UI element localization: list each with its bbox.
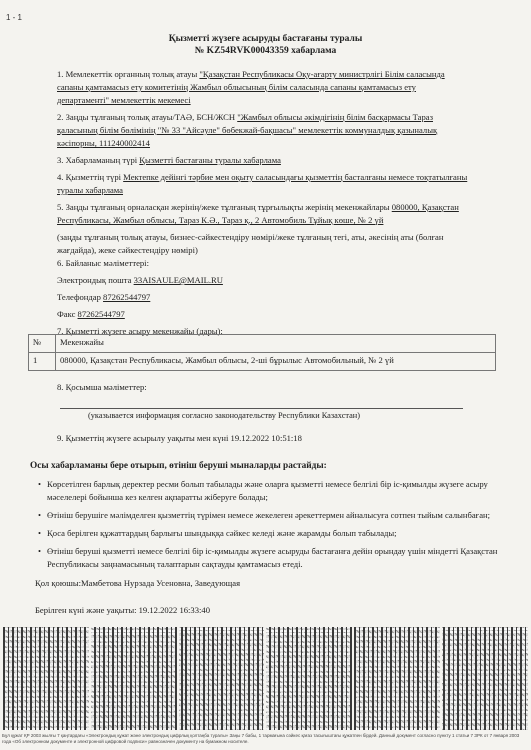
section-5-label: 5. Заңды тұлғаның орналасқан жерінің/жеке тұлғаның тұрғылықты жерінің мекенжайлары <box>57 202 392 212</box>
phone-value: 87262544797 <box>103 292 151 302</box>
table-cell: 080000, Қазақстан Республикасы, Жамбыл облысы, 2-ші бұрылыс Автомобильный, № 2 үй <box>56 353 496 371</box>
fax-value: 87262544797 <box>77 309 125 319</box>
notification-type: Қызметті бастағаны туралы хабарлама <box>139 155 281 165</box>
section-4-label: 4. Қызметтің түрі <box>57 172 124 182</box>
table-cell: 1 <box>29 353 56 371</box>
list-item: • Өтініш беруші қызметті немесе белгілі бір іс-қимылды жүзеге асыруды бастағанға дейін орындау үшін міндетті Қазақстан Республикасы заңнамасының талаптарын сақтауды қамтамасыз етеді. <box>47 545 500 571</box>
section-7-label: 7. Қызметті жүзеге асыру мекенжайы (дары): <box>57 326 223 336</box>
email-label: Электрондық пошта <box>57 275 134 285</box>
section-8-label: 8. Қосымша мәліметтер: <box>57 382 147 392</box>
table-row <box>29 353 496 371</box>
entity-name: "Жамбыл облысы әкімдігінің білім басқармасы Тараз қаласының білім бөлімінің "№ 33 "Айсәуле" бөбекжай-бақшасы" мемлекеттік коммуналдық қазыналық кәсіпорны, 111240002414 <box>57 112 438 148</box>
table-header-cell: № <box>29 335 56 353</box>
section-5 <box>57 201 469 227</box>
section-5-note: (заңды тұлғаның толық атауы, бизнес-сәйкестендіру нөмірі/жеке тұлғаның тегі, аты, әкесінің аты (болған жағдайда), жеке сәйкестендіру нөмірі) <box>57 232 444 255</box>
qr-code-icon <box>3 627 89 730</box>
section-3-label: 3. Хабарламаның түрі <box>57 155 140 165</box>
section-2-label: 2. Заңды тұлғаның толық атауы/ТАӘ, БСН/ЖСН <box>57 112 238 122</box>
fax-row <box>57 308 469 321</box>
section-8-caption: (указывается информация согласно законодательству Республики Казахстан) <box>88 411 361 420</box>
issued-datetime: Берілген күні және уақыты: 19.12.2022 16:33:40 <box>35 605 211 615</box>
section-4 <box>57 171 469 197</box>
list-item: • Қоса берілген құжаттардың барлығы шындыққа сәйкес келеді және жарамды болып табылады; <box>47 527 500 540</box>
list-item: • Өтініш берушіге мәлімделген қызметтің түрімен немесе жекелеген әрекеттермен айналысуға сотпен тыйым салынбаған; <box>47 509 500 522</box>
entity-address: 080000, Қазақстан Республикасы, Жамбыл облысы, Тараз К.Ә., Тараз қ., 2 Автомобиль Тұйық көше, № 2 үй <box>57 202 459 225</box>
qr-code-icon <box>179 627 265 730</box>
phone-label: Телефондар <box>57 292 104 302</box>
email-row <box>57 274 469 287</box>
section-3 <box>57 154 469 167</box>
page-number: 1 - 1 <box>6 13 23 22</box>
confirmation-block <box>30 460 500 576</box>
confirmation-heading: Осы хабарламаны бере отырып, өтініш беруші мыналарды растайды: <box>30 461 327 471</box>
signer-line: Қол қоюшы:Мамбетова Нурзада Усеновна, Заведующая <box>35 578 241 588</box>
table-header-row <box>29 335 496 353</box>
section-1-label: 1. Мемлекеттік органның толық атауы <box>57 69 200 79</box>
section-2 <box>57 111 469 150</box>
qr-code-icon <box>442 627 528 730</box>
document-number: № KZ54RVK00043359 хабарлама <box>194 46 337 56</box>
document-title: Қызметті жүзеге асыруды бастағаны туралы <box>168 34 363 44</box>
qr-code-icon <box>354 627 440 730</box>
qr-code-icon <box>266 627 352 730</box>
authority-name: "Қазақстан Республикасы Оқу-ағарту министрлігі Білім саласында сапаны қамтамасыз ету комитетінің Жамбыл облысының білім саласында сапаны қамтамасыз ету департаменті" мемлекеттік мекемесі <box>57 69 445 105</box>
confirmation-list <box>30 478 500 571</box>
address-table <box>28 334 496 371</box>
list-item: • Көрсетілген барлық деректер ресми болып табылады және оларға қызметті немесе белгілі бір іс-қимылды жүзеге асыру мәселелері бойынша кез келген ақпаратты жіберуге болады; <box>47 478 500 504</box>
phone-row <box>57 291 469 304</box>
legal-footer: Бұл құжат ҚР 2003 жылғы 7 қаңтардағы «Электрондық құжат және электрондық цифрлық қолтаңба туралы» Заңы 7 бабы, 1 тармағына сәйкес қағаз тасығыштағы құжатпен бірдей. Данный документ согласно пункту 1 статьи 7 ЗРК от 7 января 2003 года «Об электронном документе и электронной цифровой подписи» равнозначен документу на бумажном носителе. <box>2 733 520 744</box>
table-header-cell: Мекенжайы <box>56 335 496 353</box>
qr-code-icon <box>91 627 177 730</box>
email-value: 33AISAULE@MAIL.RU <box>133 275 223 285</box>
qr-code-strip <box>2 627 529 730</box>
section-9: 9. Қызметтің жүзеге асырылу уақыты мен күні 19.12.2022 10:51:18 <box>57 433 302 443</box>
activity-type: Мектепке дейінгі тәрбие мен оқыту саласындағы қызметтің басталғаны немесе тоқтатылғаны туралы хабарлама <box>57 172 468 195</box>
notification-body <box>57 68 469 338</box>
fax-label: Факс <box>57 309 78 319</box>
section-1 <box>57 68 469 107</box>
section-8-line <box>60 408 463 409</box>
section-6-label: 6. Байланыс мәліметтері: <box>57 258 149 268</box>
